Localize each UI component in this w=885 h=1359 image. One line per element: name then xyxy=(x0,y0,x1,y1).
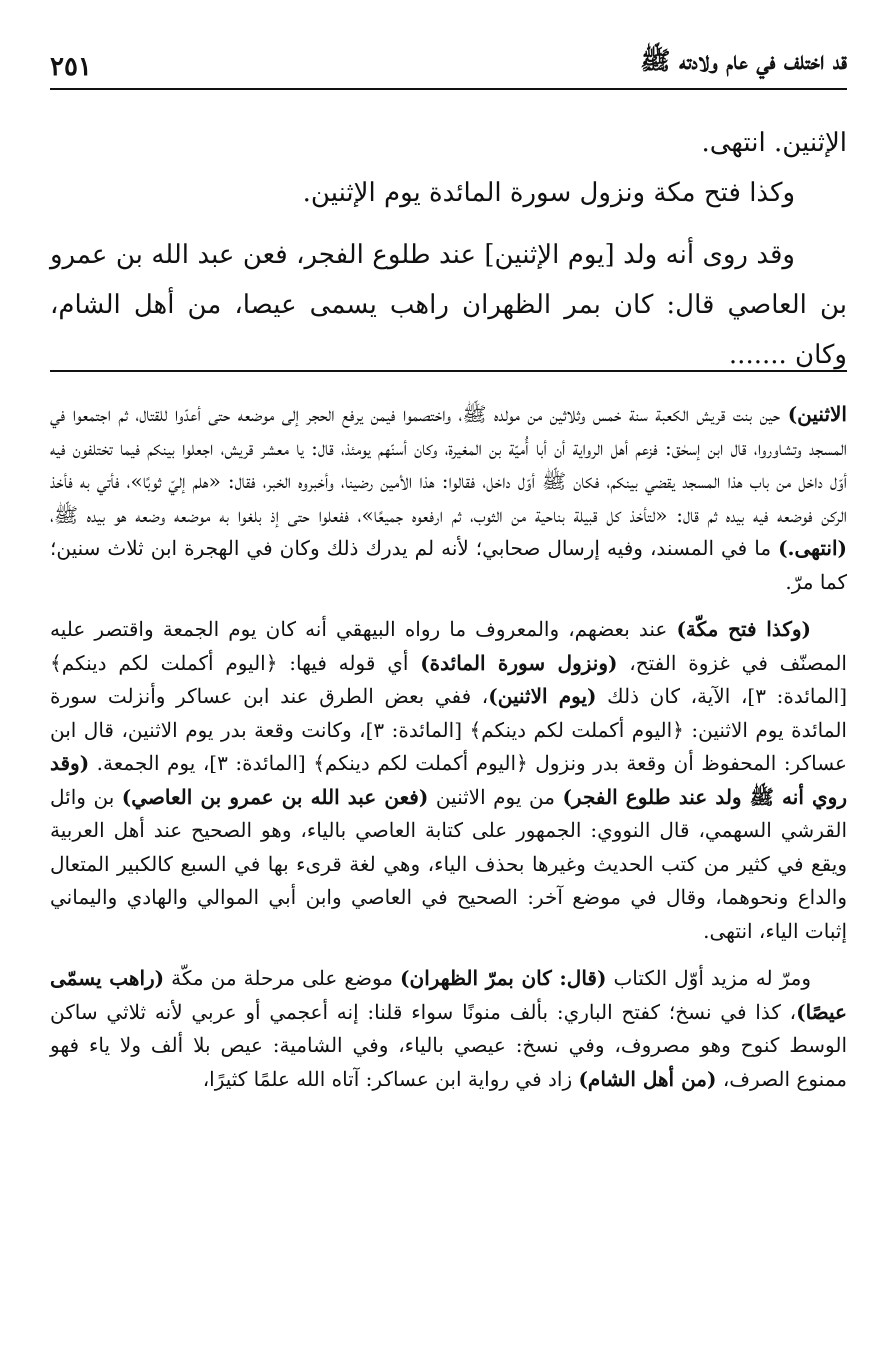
bold-lemma: (يوم الاثنين) xyxy=(488,684,597,708)
bold-lemma: (ونزول سورة المائدة) xyxy=(420,650,618,675)
bold-lemma: (من أهل الشام) xyxy=(578,1066,717,1091)
main-text-line: الإثنين. انتهى. xyxy=(701,128,847,158)
commentary-text: موضع على مرحلة من مكّة xyxy=(164,966,401,990)
bold-lemma: (وقد روي أنه ﷺ ولد عند طلوع الفجر) xyxy=(50,751,847,809)
commentary xyxy=(50,398,847,1110)
commentary-text: ، كذا في نسخ؛ كفتح الباري: بألف منونًا سواء قلنا: إنه أعجمي أو عربي لأنه ثلاثي ساكن الوسط كنوح وهو مصروف، وفي نسخ: عيصي بالياء، وفي الشامية: عيص بلا ألف ولا ياء فهو ممنوع الصرف، xyxy=(50,999,847,1091)
commentary-paragraph xyxy=(50,613,847,948)
main-text-paragraph: وقد روى أنه ولد [يوم الإثنين] عند طلوع الفجر، فعن عبد الله بن عمرو بن العاصي قال: كان بمر الظهران راهب يسمى عيصا، من أهل الشام، وكان ....... xyxy=(50,240,847,370)
bold-lemma: الاثنين) xyxy=(787,402,847,426)
bold-lemma: (راهب يسمّى عيصًا) xyxy=(50,966,847,1024)
commentary-paragraph xyxy=(50,398,847,599)
bold-lemma: (قال: كان بمرّ الظهران) xyxy=(400,966,607,990)
page-number: ٢٥١ xyxy=(50,52,92,82)
bold-lemma: (انتهى.) xyxy=(778,536,847,560)
commentary-text: بن وائل القرشي السهمي، قال النووي: الجمهور على كتابة العاصي بالياء، وهو الصحيح عند أهل العربية ويقع في كثير من كتب الحديث وغيرها بحذف الياء، وهي لغة قرىء بها في السبع كالكبير المتعال والداع ونحوهما، وقال في موضع آخر: الصحيح في العاصي وابن أبي الموالي والهادي واليماني إثبات الياء، انتهى. xyxy=(50,784,847,943)
commentary-text: ومرّ له مزيد أوّل الكتاب xyxy=(606,966,811,990)
footnote-divider xyxy=(50,370,847,372)
commentary-text: عند بعضهم، والمعروف ما رواه البيهقي أنه كان يوم الجمعة واقتصر عليه المصنّف في غزوة الفتح، xyxy=(50,617,847,675)
commentary-text: زاد في رواية ابن عساكر: آتاه الله علمًا كثيرًا، xyxy=(202,1066,579,1091)
commentary-text: من يوم الاثنين xyxy=(428,784,563,809)
commentary-text: أي قوله فيها: ﴿اليوم أكملت لكم دينكم﴾ [المائدة: ٣]، الآية، كان ذلك xyxy=(50,650,847,708)
running-head: قد اختلف في عام ولادته ﷺ xyxy=(640,46,847,75)
commentary-paragraph xyxy=(50,962,847,1096)
bold-lemma: (وكذا فتح مكّة) xyxy=(676,617,811,641)
commentary-text: ما في المسند، وفيه إرسال صحابي؛ لأنه لم يدرك ذلك وكان في الهجرة ابن ثلاث سنين؛ كما مرّ. xyxy=(50,536,847,594)
commentary-text: حين بنت قريش الكعبة سنة خمس وثلاثين من مولده ﷺ، واختصموا فيمن يرفع الحجر إلى موضعه حتى أعدّوا للقتال، ثم اجتمعوا في المسجد وتشاوروا، قال ابن إسحٰق: فزعم أهل الرواية أن أبا أُميّة بن المغيرة، وكان أسنّهم يومئذ، قال: يا معشر قريش، اجعلوا بينكم فيما تختلفون فيه أوّل داخل من باب هذا المسجد يقضي بينكم، فكان ﷺ أوّل داخل، فقالوا: هذا الأمين رضينا، وأخبروه الخبر، فقال: «هلم إليّ ثوبًا»، فأتي به فأخذ الركن فوضعه فيه بيده ثم قال: «لتأخذ كل قبيلة بناحية من الثوب، ثم ارفعوه جميعًا»، ففعلوا حتى إذ بلغوا به موضعه وضعه هو بيده ﷺ، xyxy=(50,402,847,527)
commentary-text: ، ففي بعض الطرق عند ابن عساكر وأنزلت سورة المائدة يوم الاثنين: ﴿اليوم أكملت لكم دينكم﴾ [المائدة: ٣]، وكانت وقعة بدر يوم الاثنين، قال ابن عساكر: المحفوظ أن وقعة بدر ونزول ﴿اليوم أكملت لكم دينكم﴾ [المائدة: ٣]، يوم الجمعة. xyxy=(50,684,847,775)
page-header xyxy=(50,44,847,90)
bold-lemma: (فعن عبد الله بن عمرو بن العاصي) xyxy=(121,784,429,809)
main-text-paragraph: وكذا فتح مكة ونزول سورة المائدة يوم الإثنين. xyxy=(302,178,795,208)
main-text xyxy=(50,118,847,380)
